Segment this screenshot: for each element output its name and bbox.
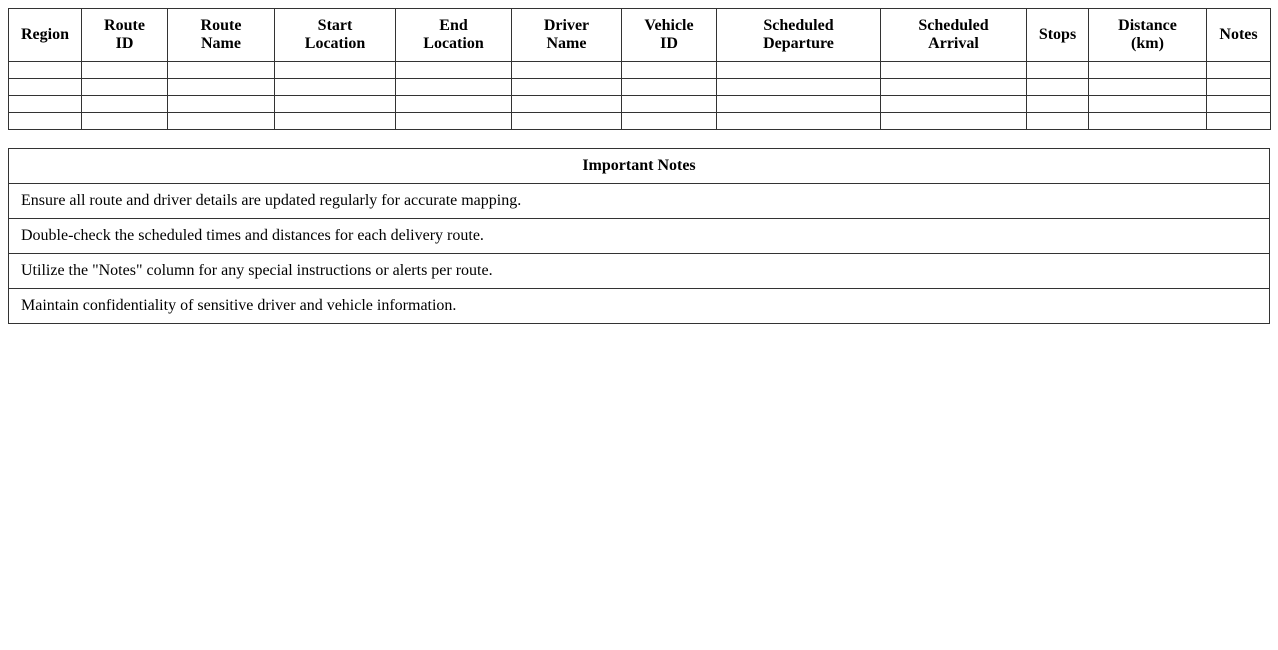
column-header-text: Departure — [763, 35, 834, 52]
table-cell — [396, 113, 512, 130]
table-cell — [881, 79, 1027, 96]
column-header-text: Name — [201, 35, 241, 52]
table-cell — [1207, 113, 1271, 130]
column-header-text: Location — [423, 35, 484, 52]
table-cell — [168, 79, 275, 96]
table-cell — [512, 96, 622, 113]
table-row — [9, 113, 1271, 130]
column-header — [622, 9, 717, 62]
table-cell — [622, 62, 717, 79]
column-header-text: (km) — [1131, 35, 1164, 52]
column-header-text: Stops — [1038, 26, 1077, 43]
table-cell — [82, 62, 168, 79]
column-header — [275, 9, 396, 62]
column-header-text: Location — [304, 35, 366, 52]
table-cell — [1089, 79, 1207, 96]
table-cell — [1027, 79, 1089, 96]
column-header-text: Start — [317, 17, 353, 34]
table-cell — [1207, 79, 1271, 96]
table-cell — [1207, 62, 1271, 79]
column-header-text: Vehicle — [644, 17, 694, 34]
important-notes-table — [8, 148, 1270, 324]
table-cell — [82, 79, 168, 96]
table-cell — [9, 62, 82, 79]
table-cell — [1089, 62, 1207, 79]
column-header-text: Driver — [543, 17, 590, 34]
table-cell — [168, 96, 275, 113]
column-header — [881, 9, 1027, 62]
column-header — [512, 9, 622, 62]
table-cell — [275, 113, 396, 130]
page — [8, 8, 1270, 324]
table-cell — [396, 79, 512, 96]
note-item: Utilize the "Notes" column for any special instructions or alerts per route. — [9, 254, 1270, 289]
table-cell — [168, 113, 275, 130]
notes-title: Important Notes — [9, 149, 1270, 184]
table-cell — [717, 113, 881, 130]
table-cell — [82, 96, 168, 113]
table-cell — [1089, 96, 1207, 113]
table-cell — [396, 96, 512, 113]
note-item: Maintain confidentiality of sensitive driver and vehicle information. — [9, 289, 1270, 324]
route-table — [8, 8, 1271, 130]
column-header — [9, 9, 82, 62]
column-header — [168, 9, 275, 62]
table-cell — [168, 62, 275, 79]
column-header-text: Notes — [1219, 26, 1258, 43]
table-cell — [881, 96, 1027, 113]
table-row — [9, 96, 1271, 113]
table-cell — [717, 79, 881, 96]
table-cell — [275, 79, 396, 96]
column-header-text: Arrival — [928, 35, 979, 52]
header-row — [9, 9, 1271, 62]
table-cell — [1027, 113, 1089, 130]
column-header — [1089, 9, 1207, 62]
column-header — [717, 9, 881, 62]
note-item: Double-check the scheduled times and distances for each delivery route. — [9, 219, 1270, 254]
table-cell — [881, 62, 1027, 79]
table-cell — [512, 113, 622, 130]
column-header-text: Scheduled — [763, 17, 834, 34]
table-cell — [275, 62, 396, 79]
column-header — [82, 9, 168, 62]
table-cell — [512, 62, 622, 79]
column-header — [1207, 9, 1271, 62]
table-cell — [9, 79, 82, 96]
table-cell — [512, 79, 622, 96]
table-cell — [275, 96, 396, 113]
note-item: Ensure all route and driver details are updated regularly for accurate mapping. — [9, 184, 1270, 219]
table-cell — [1089, 113, 1207, 130]
column-header-text: Route — [200, 17, 242, 34]
table-row — [9, 62, 1271, 79]
table-row — [9, 79, 1271, 96]
table-cell — [82, 113, 168, 130]
column-header-text: End — [439, 17, 468, 34]
column-header-text: Route — [104, 17, 145, 34]
column-header-text: Name — [546, 35, 587, 52]
column-header-text: ID — [115, 35, 134, 52]
table-cell — [717, 62, 881, 79]
table-cell — [396, 62, 512, 79]
table-cell — [622, 113, 717, 130]
column-header — [396, 9, 512, 62]
table-cell — [9, 113, 82, 130]
column-header — [1027, 9, 1089, 62]
table-cell — [881, 113, 1027, 130]
table-cell — [1207, 96, 1271, 113]
table-cell — [1027, 62, 1089, 79]
column-header-text: Scheduled — [918, 17, 989, 34]
table-cell — [9, 96, 82, 113]
table-cell — [622, 79, 717, 96]
table-cell — [717, 96, 881, 113]
table-cell — [622, 96, 717, 113]
column-header-text: ID — [660, 35, 678, 52]
table-cell — [1027, 96, 1089, 113]
column-header-text: Distance — [1118, 17, 1177, 34]
column-header-text: Region — [21, 26, 69, 43]
